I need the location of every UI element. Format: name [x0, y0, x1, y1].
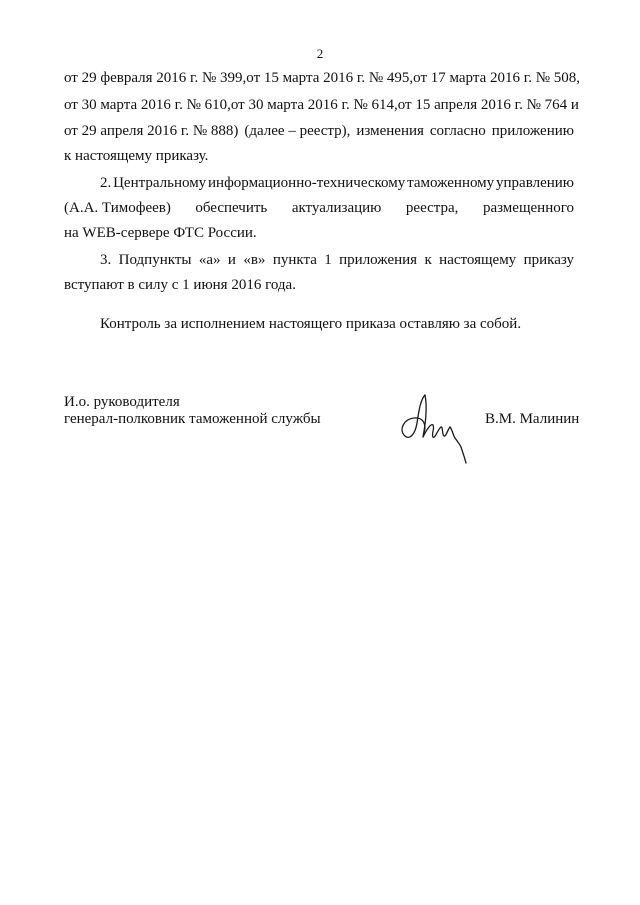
paragraph-2-line-3: на WEB-сервере ФТС России. [64, 225, 257, 241]
text-fragment: «а» [198, 252, 221, 268]
signatory-position-line-1: И.о. руководителя [64, 394, 180, 410]
text-fragment: от 29 февраля 2016 г. № 399, [64, 70, 247, 86]
text-fragment: (далее – реестр), [244, 123, 351, 139]
text-fragment: приложения [339, 252, 418, 268]
text-fragment: приказу [523, 252, 574, 268]
signatory-name: В.М. Малинин [485, 411, 580, 427]
text-fragment: 3. [100, 252, 112, 268]
text-fragment: (А.А. Тимофеев) [64, 200, 171, 216]
text-fragment: от 30 марта 2016 г. № 610, [64, 97, 231, 113]
handwritten-signature [395, 385, 475, 465]
text-fragment: 1 [324, 252, 332, 268]
text-fragment: 2. [100, 175, 112, 191]
text-fragment: от 30 марта 2016 г. № 614, [230, 97, 398, 113]
text-fragment: от 15 марта 2016 г. № 495, [246, 70, 414, 86]
text-fragment: от 29 апреля 2016 г. № 888) [64, 123, 239, 139]
paragraph-3-line-1 [100, 251, 574, 269]
paragraph-1-line-1 [64, 69, 581, 87]
text-fragment: актуализацию [291, 200, 382, 216]
text-fragment: пункта [272, 252, 317, 268]
text-fragment: реестра, [405, 200, 459, 216]
paragraph-1-line-2 [64, 96, 579, 114]
text-fragment: управлению [496, 175, 574, 191]
text-fragment: размещенного [482, 200, 574, 216]
text-fragment: таможенному [407, 175, 495, 191]
paragraph-2-line-2 [64, 199, 574, 217]
text-fragment: Подпункты [118, 252, 192, 268]
paragraph-1-line-4: к настоящему приказу. [64, 148, 209, 164]
text-fragment: «в» [243, 252, 266, 268]
text-fragment: от 17 марта 2016 г. № 508, [413, 70, 581, 86]
paragraph-3-line-2: вступают в силу с 1 июня 2016 года. [64, 277, 296, 293]
text-fragment: к [424, 252, 432, 268]
paragraph-1-line-3 [64, 122, 574, 140]
text-fragment: согласно [429, 123, 486, 139]
control-statement: Контроль за исполнением настоящего приказа оставляю за собой. [100, 316, 522, 332]
page-number: 2 [316, 46, 324, 61]
text-fragment: изменения [356, 123, 424, 139]
text-fragment: обеспечить [195, 200, 268, 216]
text-fragment: и [227, 252, 236, 268]
text-fragment: приложению [491, 123, 574, 139]
text-fragment: настоящему [439, 252, 517, 268]
text-fragment: от 15 апреля 2016 г. № 764 и [397, 97, 579, 113]
text-fragment: Центральному [113, 175, 207, 191]
paragraph-2-line-1 [100, 174, 574, 192]
signatory-position-line-2: генерал-полковник таможенной службы [64, 411, 321, 427]
text-fragment: информационно-техническому [208, 175, 406, 191]
